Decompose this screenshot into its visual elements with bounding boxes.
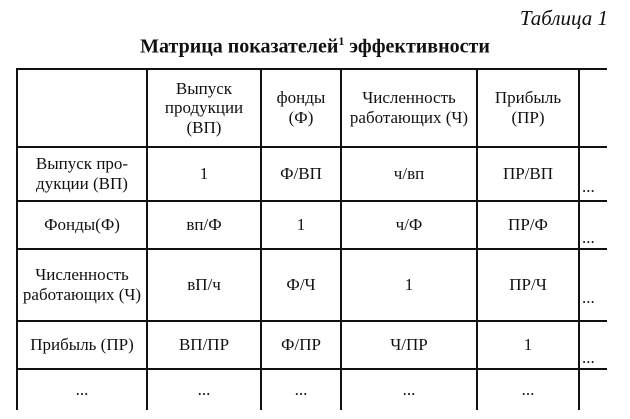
table-row — [17, 369, 607, 410]
table-cell: ч/Ф — [341, 201, 477, 249]
table-cell: Ч/ПР — [341, 321, 477, 369]
table-caption: Таблица 1 — [519, 6, 608, 30]
table-cell: 1 — [261, 201, 341, 249]
table-cell: ... — [477, 369, 579, 410]
ellipsis: ... — [582, 228, 595, 247]
title-text-after: эффективности — [344, 35, 490, 58]
table-cell: ПР/Ф — [477, 201, 579, 249]
row-label-headcount: Численность работающих (Ч) — [17, 249, 147, 321]
table-cell-extra — [579, 321, 607, 369]
table-cell: 1 — [341, 249, 477, 321]
footnote-mark: 1 — [338, 34, 345, 48]
table-cell-extra — [579, 201, 607, 249]
column-header-profit: Прибыль (ПР) — [477, 69, 579, 147]
table-cell: вП/ч — [147, 249, 261, 321]
table-cell: ... — [261, 369, 341, 410]
table-title — [0, 34, 630, 59]
table-cell: Ф/ВП — [261, 147, 341, 201]
table-row — [17, 201, 607, 249]
ellipsis: ... — [582, 287, 595, 307]
table-row — [17, 249, 607, 321]
table-cell: 1 — [477, 321, 579, 369]
table-cell: ... — [147, 369, 261, 410]
table-row — [17, 321, 607, 369]
column-header-extra — [579, 69, 607, 147]
row-label-funds: Фонды(Ф) — [17, 201, 147, 249]
table-cell-extra — [579, 147, 607, 201]
row-label-more: ... — [17, 369, 147, 410]
column-header-headcount: Численность работающих (Ч) — [341, 69, 477, 147]
table-cell: 1 — [147, 147, 261, 201]
table-cell: вп/Ф — [147, 201, 261, 249]
efficiency-matrix-table — [16, 68, 607, 410]
table-cell-extra — [579, 369, 607, 410]
table-cell: ПР/Ч — [477, 249, 579, 321]
row-label-profit: Прибыль (ПР) — [17, 321, 147, 369]
corner-cell — [17, 69, 147, 147]
column-header-funds: фонды (Ф) — [261, 69, 341, 147]
table-cell: ПР/ВП — [477, 147, 579, 201]
table-cell: ч/вп — [341, 147, 477, 201]
row-label-output: Выпуск про-дукции (ВП) — [17, 147, 147, 201]
table-cell: ВП/ПР — [147, 321, 261, 369]
ellipsis: ... — [582, 177, 595, 197]
column-header-output: Выпуск продукции (ВП) — [147, 69, 261, 147]
header-row — [17, 69, 607, 147]
table-cell: Ф/Ч — [261, 249, 341, 321]
table-cell-extra — [579, 249, 607, 321]
table-row — [17, 147, 607, 201]
table-cell: Ф/ПР — [261, 321, 341, 369]
table-cell: ... — [341, 369, 477, 410]
title-text: Матрица показателей — [140, 35, 339, 58]
ellipsis: ... — [582, 347, 595, 367]
